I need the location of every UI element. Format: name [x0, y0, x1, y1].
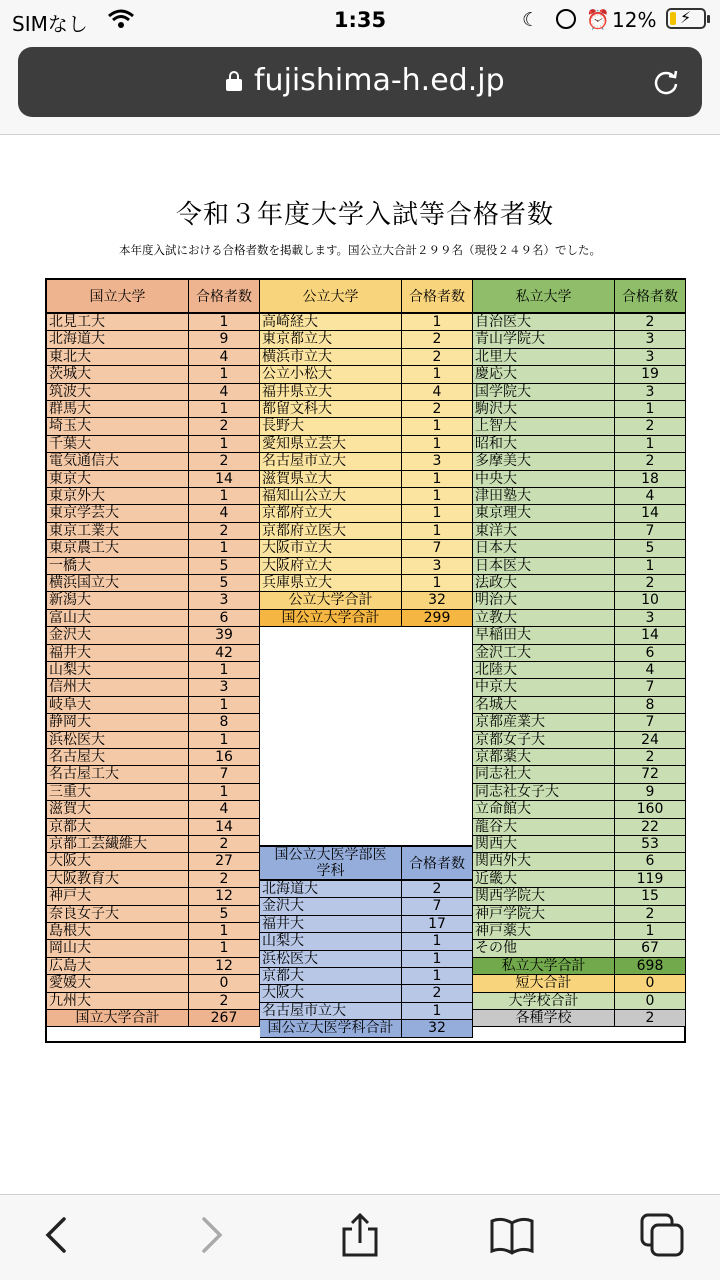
private-extra-value: 0: [615, 993, 686, 1010]
public-row-count: 1: [402, 314, 473, 331]
medical-row-count: 1: [402, 951, 473, 968]
public-row-name: 京都府立大: [260, 505, 402, 522]
public-row-name: 横浜市立大: [260, 349, 402, 366]
public-header: 公立大学: [260, 280, 402, 314]
private-row-count: 9: [615, 784, 686, 801]
private-row-count: 8: [615, 697, 686, 714]
public-total: 32: [402, 592, 473, 609]
private-row-count: 5: [615, 540, 686, 557]
private-row-count: 119: [615, 871, 686, 888]
private-row-count: 2: [615, 453, 686, 470]
private-row-name: 関西学院大: [473, 888, 615, 905]
private-row-name: 青山学院大: [473, 331, 615, 348]
private-row-count: 3: [615, 384, 686, 401]
private-row-count: 53: [615, 836, 686, 853]
national-row-name: 名古屋工大: [47, 766, 189, 783]
public-row-count: 7: [402, 540, 473, 557]
medical-count-header: 合格者数: [402, 845, 473, 881]
national-row-name: 浜松医大: [47, 732, 189, 749]
national-row-name: 大阪教育大: [47, 871, 189, 888]
national-row-count: 1: [189, 697, 260, 714]
private-row-name: 法政大: [473, 575, 615, 592]
national-row-count: 5: [189, 575, 260, 592]
private-row-count: 3: [615, 610, 686, 627]
national-row-name: 岐阜大: [47, 697, 189, 714]
private-row-name: 早稲田大: [473, 627, 615, 644]
public-row-name: 京都府立医大: [260, 523, 402, 540]
private-row-count: 2: [615, 575, 686, 592]
national-row-name: 福井大: [47, 645, 189, 662]
public-row-name: 大阪市立大: [260, 540, 402, 557]
private-total: 698: [615, 958, 686, 975]
national-row-name: 奈良女子大: [47, 906, 189, 923]
clock: 1:35: [333, 8, 387, 32]
national-row-name: 名古屋大: [47, 749, 189, 766]
private-row-count: 6: [615, 645, 686, 662]
national-row-name: 横浜国立大: [47, 575, 189, 592]
alarm-icon: ⏰: [586, 9, 610, 31]
national-row-count: 39: [189, 627, 260, 644]
national-row-name: 群馬大: [47, 401, 189, 418]
private-row-count: 14: [615, 505, 686, 522]
private-row-count: 160: [615, 801, 686, 818]
national-row-count: 1: [189, 784, 260, 801]
national-row-count: 2: [189, 993, 260, 1010]
private-row-name: 北陸大: [473, 662, 615, 679]
public-row-count: 1: [402, 471, 473, 488]
national-row-count: 1: [189, 314, 260, 331]
private-row-count: 1: [615, 436, 686, 453]
browser-header: [0, 40, 720, 135]
private-row-count: 2: [615, 314, 686, 331]
private-row-count: 7: [615, 523, 686, 540]
public-row-count: 1: [402, 488, 473, 505]
page-title: 令和３年度大学入試等合格者数: [175, 200, 554, 230]
private-row-name: 京都薬大: [473, 749, 615, 766]
national-row-name: 東北大: [47, 349, 189, 366]
national-row-count: 3: [189, 679, 260, 696]
national-row-name: 三重大: [47, 784, 189, 801]
national-row-name: 広島大: [47, 958, 189, 975]
public-row-count: 1: [402, 436, 473, 453]
private-row-name: 名城大: [473, 697, 615, 714]
national-row-name: 島根大: [47, 923, 189, 940]
tabs-icon[interactable]: [640, 1213, 684, 1257]
medical-row-name: 福井大: [260, 916, 402, 933]
private-row-count: 4: [615, 488, 686, 505]
national-row-count: 7: [189, 766, 260, 783]
national-row-name: 京都大: [47, 819, 189, 836]
private-row-name: 北里大: [473, 349, 615, 366]
public-row-count: 2: [402, 401, 473, 418]
battery-icon: ⚡: [666, 8, 706, 29]
medical-row-count: 1: [402, 1003, 473, 1020]
national-row-name: 愛媛大: [47, 975, 189, 992]
national-row-name: 大阪大: [47, 853, 189, 870]
private-row-count: 18: [615, 471, 686, 488]
national-row-count: 1: [189, 540, 260, 557]
private-row-count: 1: [615, 558, 686, 575]
national-row-name: 筑波大: [47, 384, 189, 401]
battery-cap: [707, 15, 710, 23]
private-row-name: 京都女子大: [473, 732, 615, 749]
private-row-name: 金沢工大: [473, 645, 615, 662]
public-row-count: 1: [402, 418, 473, 435]
private-row-name: 立命館大: [473, 801, 615, 818]
national-row-count: 4: [189, 505, 260, 522]
national-total: 267: [189, 1010, 260, 1027]
private-row-name: 日本医大: [473, 558, 615, 575]
national-row-count: 8: [189, 714, 260, 731]
address-bar[interactable]: [18, 47, 702, 117]
medical-row-count: 17: [402, 916, 473, 933]
national-row-name: 埼玉大: [47, 418, 189, 435]
url-text[interactable]: fujishima-h.ed.jp: [254, 63, 505, 98]
public-row-name: 大阪府立大: [260, 558, 402, 575]
private-row-name: 関西外大: [473, 853, 615, 870]
national-count-header: 合格者数: [189, 280, 260, 314]
private-row-name: 立教大: [473, 610, 615, 627]
national-row-count: 42: [189, 645, 260, 662]
medical-row-count: 2: [402, 881, 473, 898]
medical-row-count: 1: [402, 933, 473, 950]
national-row-count: 2: [189, 523, 260, 540]
public-row-name: 滋賀県立大: [260, 471, 402, 488]
private-total-label: 私立大学合計: [473, 958, 615, 975]
national-row-count: 1: [189, 401, 260, 418]
reload-icon[interactable]: [652, 68, 680, 96]
private-row-count: 24: [615, 732, 686, 749]
private-row-name: 上智大: [473, 418, 615, 435]
national-row-count: 4: [189, 349, 260, 366]
medical-row-count: 7: [402, 898, 473, 915]
public-row-name: 長野大: [260, 418, 402, 435]
private-extra-value: 0: [615, 975, 686, 992]
private-extra-value: 2: [615, 1010, 686, 1027]
private-header: 私立大学: [473, 280, 615, 314]
private-row-count: 4: [615, 662, 686, 679]
public-row-count: 4: [402, 384, 473, 401]
private-row-count: 67: [615, 940, 686, 957]
national-row-count: 14: [189, 819, 260, 836]
national-row-name: 京都工芸繊維大: [47, 836, 189, 853]
national-header: 国立大学: [47, 280, 189, 314]
national-row-count: 3: [189, 592, 260, 609]
private-row-count: 3: [615, 331, 686, 348]
public-row-name: 福知山公立大: [260, 488, 402, 505]
national-row-name: 信州大: [47, 679, 189, 696]
private-row-count: 2: [615, 906, 686, 923]
public-row-name: 東京都立大: [260, 331, 402, 348]
national-row-count: 12: [189, 888, 260, 905]
national-row-name: 北海道大: [47, 331, 189, 348]
public-row-count: 1: [402, 575, 473, 592]
private-row-name: 関西大: [473, 836, 615, 853]
public-row-name: 高崎経大: [260, 314, 402, 331]
medical-row-count: 2: [402, 985, 473, 1002]
private-row-name: 日本大: [473, 540, 615, 557]
medical-row-count: 1: [402, 968, 473, 985]
private-row-name: 同志社大: [473, 766, 615, 783]
national-row-count: 12: [189, 958, 260, 975]
national-row-count: 2: [189, 871, 260, 888]
public-count-header: 合格者数: [402, 280, 473, 314]
share-icon[interactable]: [338, 1213, 382, 1257]
private-row-name: 同志社女子大: [473, 784, 615, 801]
medical-row-name: 浜松医大: [260, 951, 402, 968]
private-row-count: 3: [615, 349, 686, 366]
national-row-name: 山梨大: [47, 662, 189, 679]
private-row-name: 駒沢大: [473, 401, 615, 418]
private-row-name: 中京大: [473, 679, 615, 696]
medical-header: 国公立大医学部医学科: [260, 845, 402, 881]
national-row-name: 九州大: [47, 993, 189, 1010]
national-row-count: 16: [189, 749, 260, 766]
page-subtitle: 本年度入試における合格者数を掲載します。国公立大合計２９９名（現役２４９名）でした。: [118, 243, 602, 257]
national-row-count: 4: [189, 384, 260, 401]
national-row-name: 金沢大: [47, 627, 189, 644]
private-row-name: 国学院大: [473, 384, 615, 401]
private-row-name: 自治医大: [473, 314, 615, 331]
moon-icon: ☾: [522, 9, 540, 31]
public-row-name: 福井県立大: [260, 384, 402, 401]
national-row-count: 1: [189, 662, 260, 679]
private-row-count: 6: [615, 853, 686, 870]
medical-row-name: 大阪大: [260, 985, 402, 1002]
public-grand-total: 299: [402, 610, 473, 627]
public-row-name: 愛知県立芸大: [260, 436, 402, 453]
forward-icon[interactable]: [188, 1213, 232, 1257]
public-total-label: 公立大学合計: [260, 592, 402, 609]
national-row-name: 茨城大: [47, 366, 189, 383]
national-row-count: 1: [189, 488, 260, 505]
private-extra-label: 各種学校: [473, 1010, 615, 1027]
medical-total-label: 国公立大医学科合計: [260, 1020, 402, 1037]
national-row-name: 静岡大: [47, 714, 189, 731]
private-row-count: 15: [615, 888, 686, 905]
national-row-count: 1: [189, 436, 260, 453]
private-row-name: 東京理大: [473, 505, 615, 522]
private-row-count: 2: [615, 418, 686, 435]
private-row-count: 10: [615, 592, 686, 609]
national-row-count: 6: [189, 610, 260, 627]
status-bar: [0, 0, 720, 40]
private-row-name: 昭和大: [473, 436, 615, 453]
public-row-count: 2: [402, 331, 473, 348]
private-row-count: 1: [615, 401, 686, 418]
national-row-name: 滋賀大: [47, 801, 189, 818]
private-row-name: 神戸学院大: [473, 906, 615, 923]
carrier-label: SIMなし: [12, 12, 88, 36]
national-row-name: 東京大: [47, 471, 189, 488]
private-row-count: 1: [615, 923, 686, 940]
public-row-name: 公立小松大: [260, 366, 402, 383]
medical-total: 32: [402, 1020, 473, 1037]
national-row-count: 5: [189, 558, 260, 575]
national-row-count: 1: [189, 366, 260, 383]
private-row-name: その他: [473, 940, 615, 957]
private-extra-label: 大学校合計: [473, 993, 615, 1010]
private-row-name: 慶応大: [473, 366, 615, 383]
battery-percent: 12%: [612, 8, 657, 32]
national-row-name: 東京学芸大: [47, 505, 189, 522]
private-row-name: 津田塾大: [473, 488, 615, 505]
bookmarks-icon[interactable]: [490, 1213, 534, 1257]
public-grand-total-label: 国公立大学合計: [260, 610, 402, 627]
private-row-name: 中央大: [473, 471, 615, 488]
medical-row-name: 金沢大: [260, 898, 402, 915]
national-row-count: 4: [189, 801, 260, 818]
national-row-name: 富山大: [47, 610, 189, 627]
national-row-name: 電気通信大: [47, 453, 189, 470]
browser-toolbar: [0, 1194, 720, 1280]
national-row-count: 27: [189, 853, 260, 870]
national-row-name: 千葉大: [47, 436, 189, 453]
national-row-count: 0: [189, 975, 260, 992]
private-row-name: 神戸薬大: [473, 923, 615, 940]
private-row-name: 近畿大: [473, 871, 615, 888]
results-table: [45, 278, 686, 1043]
medical-row-name: 山梨大: [260, 933, 402, 950]
padlock-icon: [226, 71, 242, 91]
private-extra-label: 短大合計: [473, 975, 615, 992]
private-row-count: 2: [615, 749, 686, 766]
private-row-name: 東洋大: [473, 523, 615, 540]
national-row-count: 1: [189, 923, 260, 940]
private-row-name: 多摩美大: [473, 453, 615, 470]
national-row-name: 北見工大: [47, 314, 189, 331]
national-row-name: 東京外大: [47, 488, 189, 505]
public-row-count: 1: [402, 523, 473, 540]
national-row-count: 1: [189, 732, 260, 749]
national-row-count: 2: [189, 453, 260, 470]
private-row-count: 19: [615, 366, 686, 383]
medical-row-name: 京都大: [260, 968, 402, 985]
private-row-count: 72: [615, 766, 686, 783]
national-row-name: 東京工業大: [47, 523, 189, 540]
national-row-name: 神戸大: [47, 888, 189, 905]
public-row-name: 兵庫県立大: [260, 575, 402, 592]
private-row-name: 京都産業大: [473, 714, 615, 731]
national-row-name: 一橋大: [47, 558, 189, 575]
public-row-count: 1: [402, 366, 473, 383]
public-row-count: 2: [402, 349, 473, 366]
national-row-name: 岡山大: [47, 940, 189, 957]
national-row-name: 東京農工大: [47, 540, 189, 557]
private-row-count: 7: [615, 679, 686, 696]
public-row-name: 都留文科大: [260, 401, 402, 418]
private-row-name: 龍谷大: [473, 819, 615, 836]
national-row-count: 9: [189, 331, 260, 348]
public-row-name: 名古屋市立大: [260, 453, 402, 470]
national-row-count: 5: [189, 906, 260, 923]
orientation-lock-icon: [556, 9, 576, 29]
private-count-header: 合格者数: [615, 280, 686, 314]
private-row-count: 22: [615, 819, 686, 836]
private-row-name: 明治大: [473, 592, 615, 609]
national-row-name: 新潟大: [47, 592, 189, 609]
national-row-count: 1: [189, 940, 260, 957]
national-row-count: 14: [189, 471, 260, 488]
national-row-count: 2: [189, 418, 260, 435]
private-row-count: 7: [615, 714, 686, 731]
empty-area: [260, 627, 473, 845]
public-row-count: 3: [402, 558, 473, 575]
public-row-count: 1: [402, 505, 473, 522]
back-icon[interactable]: [36, 1213, 80, 1257]
national-total-label: 国立大学合計: [47, 1010, 189, 1027]
public-row-count: 3: [402, 453, 473, 470]
medical-row-name: 名古屋市立大: [260, 1003, 402, 1020]
private-row-count: 14: [615, 627, 686, 644]
medical-row-name: 北海道大: [260, 881, 402, 898]
national-row-count: 2: [189, 836, 260, 853]
web-page: [0, 136, 720, 1194]
